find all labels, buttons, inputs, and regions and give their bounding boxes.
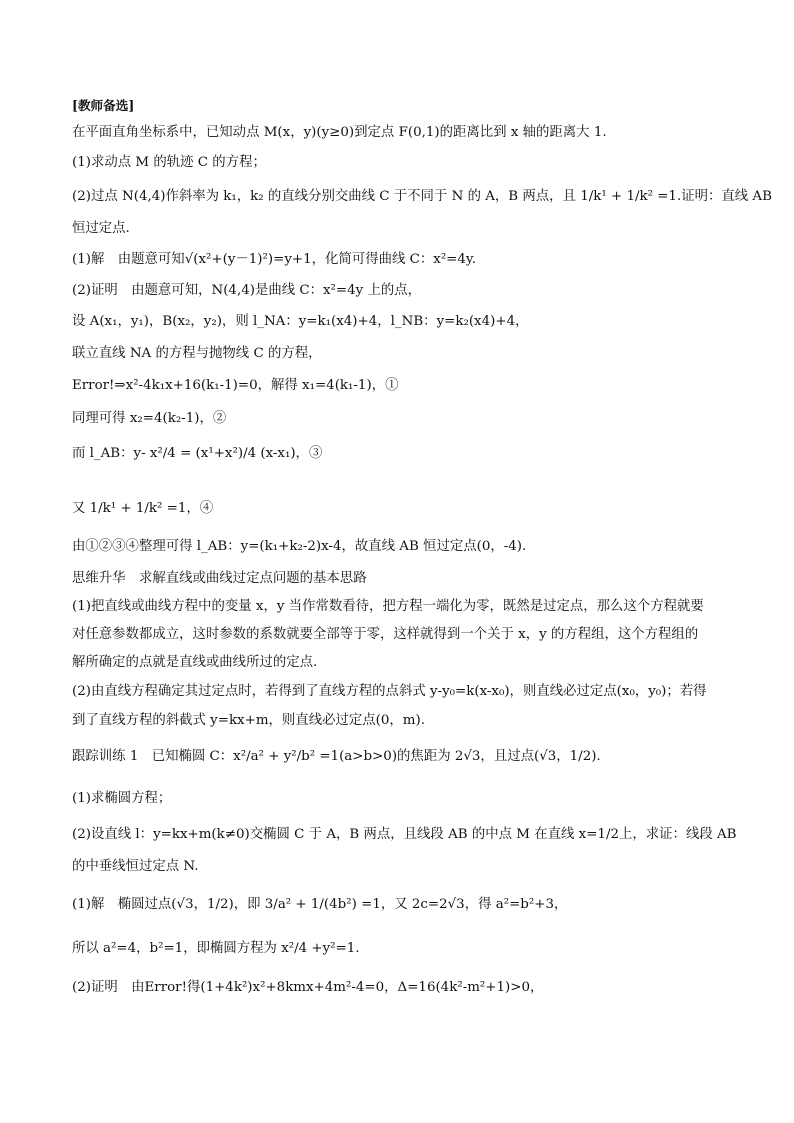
text-line-15: 思维升华 求解直线或曲线过定点问题的基本思路 xyxy=(72,571,367,586)
text-line-21: 跟踪训练 1 已知椭圆 C：x²/a² + y²/b² =1(a>b>0)的焦距为 2√3，且过点(√3，1/2). xyxy=(72,749,601,764)
text-line-6: (1)解 由题意可知√(x²+(y－1)²)=y+1，化简可得曲线 C：x²=4y. xyxy=(72,252,476,267)
text-line-10: Error!⇒x²-4k₁x+16(k₁-1)=0，解得 x₁=4(k₁-1)，① xyxy=(72,378,399,393)
text-line-5: 恒过定点. xyxy=(72,221,130,236)
text-line-27: (2)证明 由Error!得(1+4k²)x²+8kmx+4m²-4=0，Δ=16(4k²-m²+1)>0， xyxy=(72,980,544,995)
text-line-1: [教师备选] xyxy=(72,98,135,113)
text-line-9: 联立直线 NA 的方程与抛物线 C 的方程， xyxy=(72,346,322,361)
text-line-24: 的中垂线恒过定点 N. xyxy=(72,859,199,874)
text-line-17: 对任意参数都成立，这时参数的系数就要全部等于零，这样就得到一个关于 x，y 的方程组，这个方程组的 xyxy=(72,627,699,642)
text-line-20: 到了直线方程的斜截式 y=kx+m，则直线必过定点(0，m). xyxy=(72,713,425,728)
text-line-22: (1)求椭圆方程； xyxy=(72,791,172,806)
text-line-4: (2)过点 N(4,4)作斜率为 k₁，k₂ 的直线分别交曲线 C 于不同于 N 的 A，B 两点，且 1/k¹ + 1/k² =1.证明：直线 AB xyxy=(72,189,772,204)
text-line-19: (2)由直线方程确定其过定点时，若得到了直线方程的点斜式 y-y₀=k(x-x₀)，则直线必过定点(x₀，y₀)；若得 xyxy=(72,684,707,699)
text-line-23: (2)设直线 l：y=kx+m(k≠0)交椭圆 C 于 A，B 两点，且线段 AB 的中点 M 在直线 x=1/2上，求证：线段 AB xyxy=(72,827,737,842)
text-line-25: (1)解 椭圆过点(√3，1/2)，即 3/a² + 1/(4b²) =1，又 2c=2√3，得 a²=b²+3， xyxy=(72,897,568,912)
text-line-12: 而 l_AB：y- x²/4 = (x¹+x²)/4 (x-x₁)，③ xyxy=(72,446,323,461)
text-line-13: 又 1/k¹ + 1/k² =1，④ xyxy=(72,501,214,516)
text-line-7: (2)证明 由题意可知，N(4,4)是曲线 C：x²=4y 上的点， xyxy=(72,283,422,298)
text-line-26: 所以 a²=4，b²=1，即椭圆方程为 x²/4 +y²=1. xyxy=(72,941,360,956)
text-line-3: (1)求动点 M 的轨迹 C 的方程； xyxy=(72,155,266,170)
text-line-14: 由①②③④整理可得 l_AB：y=(k₁+k₂-2)x-4，故直线 AB 恒过定点(0，-4). xyxy=(72,539,527,554)
text-line-11: 同理可得 x₂=4(k₂-1)，② xyxy=(72,411,227,426)
text-line-16: (1)把直线或曲线方程中的变量 x，y 当作常数看待，把方程一端化为零，既然是过定点，那么这个方程就要 xyxy=(72,599,704,614)
text-line-8: 设 A(x₁，y₁)，B(x₂，y₂)，则 l_NA：y=k₁(x4)+4，l_NB：y=k₂(x4)+4， xyxy=(72,314,529,329)
text-line-18: 解所确定的点就是直线或曲线所过的定点. xyxy=(72,655,318,670)
text-line-2: 在平面直角坐标系中，已知动点 M(x，y)(y≥0)到定点 F(0,1)的距离比到 x 轴的距离大 1. xyxy=(72,125,607,140)
